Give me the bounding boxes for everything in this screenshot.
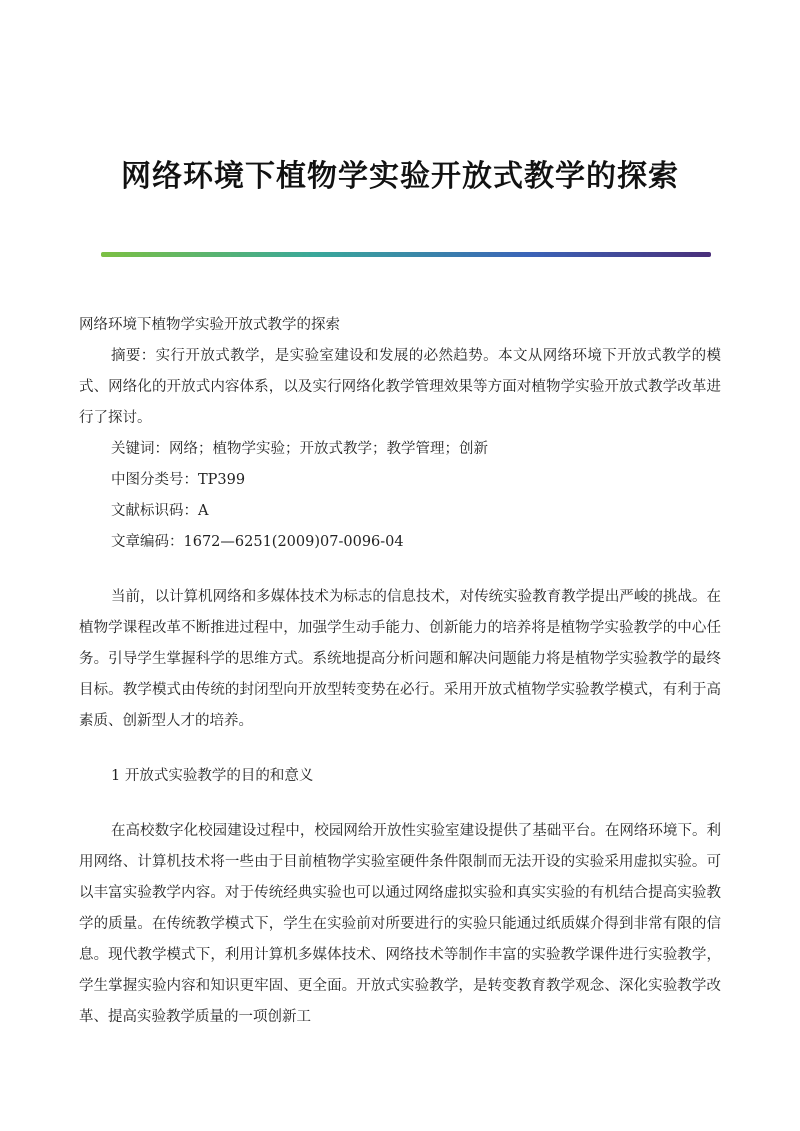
- spacer: [79, 737, 721, 761]
- section-heading: 1 开放式实验教学的目的和意义: [111, 768, 314, 784]
- section-paragraph: 在高校数字化校园建设过程中，校园网给开放性实验室建设提供了基础平台。在网络环境下。利用网络、计算机技术将一些由于目前植物学实验室硬件条件限制而无法开设的实验采用虚拟实验。可以丰富实验教学内容。对于传统经典实验也可以通过网络虚拟实验和真实实验的有机结合提高实验教学的质量。在传统教学模式下，学生在实验前对所要进行的实验只能通过纸质媒介得到非常有限的信息。现代教学模式下，利用计算机多媒体技术、网络技术等制作丰富的实验教学课件进行实验教学，学生掌握实验内容和知识更牢固、更全面。开放式实验教学，是转变教育教学观念、深化实验教学改革、提高实验教学质量的一项创新工: [79, 823, 721, 1025]
- abstract: 摘要：实行开放式教学，是实验室建设和发展的必然趋势。本文从网络环境下开放式教学的模式、网络化的开放式内容体系，以及实行网络化教学管理效果等方面对植物学实验开放式教学改革进行了探讨。: [79, 348, 721, 426]
- document-code: 文献标识码：A: [111, 503, 209, 519]
- spacer: [79, 792, 721, 816]
- keywords: 关键词：网络；植物学实验；开放式教学；教学管理；创新: [111, 441, 488, 457]
- article-id: 文章编码：1672—6251(2009)07-0096-04: [111, 534, 404, 550]
- intro-paragraph: 当前，以计算机网络和多媒体技术为标志的信息技术，对传统实验教育教学提出严峻的挑战。在植物学课程改革不断推进过程中，加强学生动手能力、创新能力的培养将是植物学实验教学的中心任务。引导学生掌握科学的思维方式。系统地提高分析问题和解决问题能力将是植物学实验教学的最终目标。教学模式由传统的封闭型向开放型转变势在必行。采用开放式植物学实验教学模式，有利于高素质、创新型人才的培养。: [79, 589, 721, 729]
- title-divider: [101, 252, 711, 257]
- document-body: [79, 310, 721, 1033]
- page-title: 网络环境下植物学实验开放式教学的探索: [121, 159, 679, 194]
- classification-number: 中图分类号：TP399: [111, 472, 246, 488]
- article-subtitle: 网络环境下植物学实验开放式教学的探索: [79, 317, 340, 333]
- spacer: [79, 558, 721, 582]
